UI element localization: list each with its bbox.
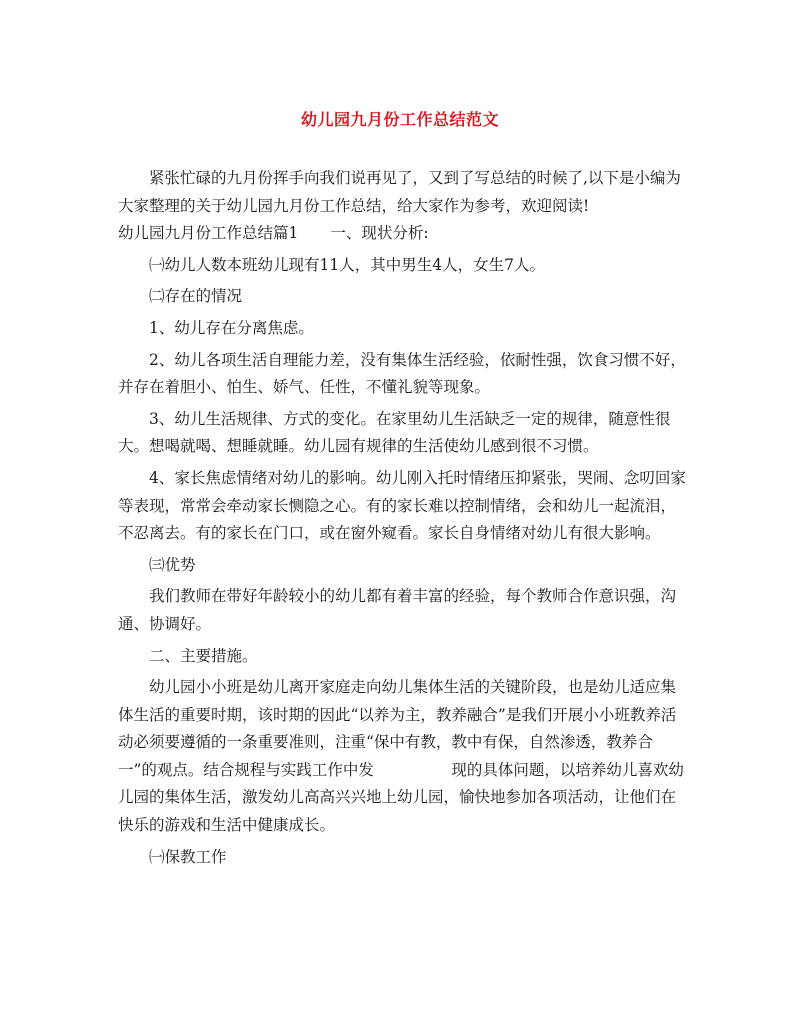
- paragraph-item-2: 2、幼儿各项生活自理能力差，没有集体生活经验，依耐性强，饮食习惯不好，并存在着胆小、怕生、娇气、任性，不懂礼貌等现象。: [118, 350, 686, 397]
- section-heading-title: 幼儿园九月份工作总结篇1: [118, 224, 299, 243]
- section-heading-subtitle: 一、现状分析:: [330, 224, 429, 243]
- paragraph-item-4: 4、家长焦虑情绪对幼儿的影响。幼儿刚入托时情绪压抑紧张，哭闹、念叨回家等表现，常常会牵动家长恻隐之心。有的家长难以控制情绪，会和幼儿一起流泪，不忍离去。有的家长在门口，或在窗外窥看。家长自身情绪对幼儿有很大影响。: [118, 468, 686, 543]
- paragraph-advantages-text: 我们教师在带好年龄较小的幼儿都有着丰富的经验，每个教师合作意识强，沟通、协调好。: [118, 587, 677, 633]
- paragraph-children-count: ㈠幼儿人数本班幼儿现有11人，其中男生4人，女生7人。: [149, 255, 545, 274]
- document-title: 幼儿园九月份工作总结范文: [300, 110, 499, 129]
- section-heading: [118, 220, 688, 248]
- paragraph-care-education: ㈠保教工作: [149, 847, 227, 866]
- paragraph-item-3: 3、幼儿生活规律、方式的变化。在家里幼儿生活缺乏一定的规律，随意性很大。想喝就喝、想睡就睡。幼儿园有规律的生活使幼儿感到很不习惯。: [118, 409, 671, 456]
- paragraph-advantages: ㈢优势: [149, 555, 196, 574]
- paragraph-existing-situation: ㈡存在的情况: [149, 287, 243, 306]
- intro-paragraph: 紧张忙碌的九月份挥手向我们说再见了，又到了写总结的时候了,以下是小编为大家整理的关于幼儿园九月份工作总结，给大家作为参考，欢迎阅读!: [118, 169, 681, 215]
- paragraph-main-measures: 二、主要措施。: [149, 646, 258, 665]
- paragraph-measures-text: 幼儿园小小班是幼儿离开家庭走向幼儿集体生活的关键阶段，也是幼儿适应集体生活的重要时期，该时期的因此“以养为主，教养融合”是我们开展小小班教养活动必须要遵循的一条重要准则，注重“保中有教，教中有保，自然渗透，教养合一”的观点。结合规程与实践工作中发 现的具体问题，以培养幼儿喜欢幼儿园的集体生活，激发幼儿高高兴兴地上幼儿园，愉快地参加各项活动，让他们在快乐的游戏和生活中健康成长。: [118, 678, 684, 835]
- paragraph-item-1: 1、幼儿存在分离焦虑。: [149, 318, 314, 337]
- document-body: [118, 165, 688, 871]
